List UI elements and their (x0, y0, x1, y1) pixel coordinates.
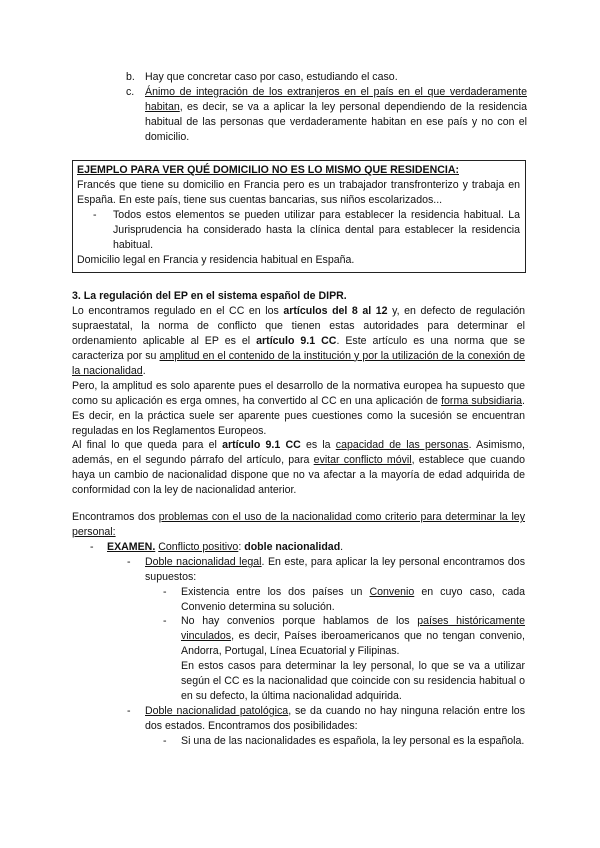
bullet-marker: - (163, 735, 167, 747)
example-paragraph: Francés que tiene su domicilio en Francia pero es un trabajador transfronterizo y trabaja en España. En este país, tiene sus cuentas bancarias, sus niños escolarizados... (77, 179, 520, 206)
text: . Es decir, en la práctica suele ser aparente pues cuestiones como la sucesión se encuentran reguladas en los Reglamentos Europeos. (72, 394, 525, 437)
underlined-text: Convenio (369, 586, 415, 598)
underlined-text: capacidad de las personas (335, 439, 469, 451)
example-bullet (93, 208, 520, 253)
text: Al final lo que queda para el (72, 439, 223, 451)
doble-legal-sub-2 (163, 614, 526, 659)
text: Si una de las nacionalidades es española, la ley personal es la española. (181, 735, 525, 747)
exam-label: EXAMEN. (107, 541, 156, 553)
exam-item (90, 540, 525, 555)
text: Existencia entre los dos países un (181, 586, 370, 598)
underlined-text: países históricamente vinculados (181, 615, 526, 642)
exam-underlined: Conflicto positivo (158, 541, 239, 553)
text: en cuyo caso, cada Convenio determina su solución. (181, 586, 525, 613)
text: y, en defecto de regulación supraestatal, la norma de conflicto que tienen estas autoridades para determinar el ordenamiento aplicable al EP es el (72, 305, 525, 347)
bold-text: artículos del 8 al 12 (283, 305, 388, 317)
bullet-marker: - (93, 209, 97, 221)
doble-legal-sub-1 (163, 585, 525, 615)
text: . Este artículo es una norma que se caracteriza por su (72, 334, 525, 362)
doble-legal-sub-2-extra: En estos casos para determinar la ley personal, lo que se va a utilizar según el CC es la nacionalidad que coincide con su residencia habitual o en su defecto, la última nacionalidad adquirida. (181, 660, 525, 702)
list-marker: c. (126, 86, 135, 98)
underlined-text: forma subsidiaria (441, 394, 523, 407)
underlined-text: amplitud en el contenido de la institución y por la utilización de la conexión de la nacionalidad (72, 349, 526, 377)
doble-legal-item (127, 555, 525, 585)
doble-legal-underlined: Doble nacionalidad legal (145, 556, 262, 568)
doble-patologica-underlined: Doble nacionalidad patológica (145, 705, 289, 717)
bold-text: artículo 9.1 CC (222, 439, 301, 451)
list-item-text: , es decir, se va a aplicar la ley personal dependiendo de la residencia habitual de las personas que verdaderamente habitan en ese país y no con el domicilio. (145, 100, 527, 143)
section-paragraph-3 (72, 438, 525, 498)
text: . Asimismo, además, en el segundo párrafo del artículo, para (72, 439, 525, 466)
underlined-text: evitar conflicto móvil (313, 453, 412, 466)
doble-patologica-text: , se da cuando no hay ninguna relación entre los dos estados. Encontramos dos posibilidades: (145, 705, 525, 732)
doble-patologica-item (127, 704, 525, 734)
doble-patologica-sub-1 (163, 734, 525, 749)
bullet-marker: - (163, 586, 167, 598)
text: Encontramos dos (72, 511, 159, 523)
bullet-marker: - (127, 705, 131, 717)
text: . (340, 541, 344, 553)
section-heading: 3. La regulación del EP en el sistema español de DIPR. (72, 290, 347, 302)
text: Lo encontramos regulado en el CC en los (72, 305, 284, 317)
text: Pero, la amplitud es solo aparente pues el desarrollo de la normativa europea ha supuesto que como su aplicación es erga omnes, ha convertido al CC en una aplicación de (72, 380, 525, 407)
section-paragraph-4 (72, 510, 525, 540)
text: No hay convenios porque hablamos de los (181, 615, 418, 627)
doble-legal-text: . En este, para aplicar la ley personal encontramos dos supuestos: (145, 556, 525, 583)
text: , es decir, Países iberoamericanos que no tengan convenio, Andorra, Portugal, Línea Ecuatorial y Filipinas. (181, 629, 525, 657)
example-conclusion: Domicilio legal en Francia y residencia habitual en España. (77, 254, 355, 266)
underlined-text: problemas con el uso de la nacionalidad como criterio para determinar la ley personal: (72, 511, 525, 538)
bullet-marker: - (163, 615, 167, 627)
text: . (142, 364, 146, 377)
exam-bold: doble nacionalidad (244, 541, 341, 553)
text: , establece que cuando haya un cambio de nacionalidad dispone que no va afectar a la mayoría de edad adquirida de conformidad con la ley de nacionalidad anterior. (72, 453, 525, 496)
section-paragraph-1 (72, 304, 525, 379)
list-marker: b. (126, 71, 135, 83)
bullet-marker: - (127, 556, 131, 568)
list-item-b (126, 70, 525, 85)
bold-text: artículo 9.1 CC (256, 334, 337, 347)
list-item-text: Hay que concretar caso por caso, estudiando el caso. (145, 71, 398, 83)
bullet-text: Todos estos elementos se pueden utilizar para establecer la residencia habitual. La Jurisprudencia ha considerado hasta la clínica dental para establecer la residencia habitual. (113, 209, 520, 251)
bullet-marker: - (90, 541, 94, 553)
text: : (238, 541, 245, 553)
text: es la (300, 439, 336, 451)
example-heading: EJEMPLO PARA VER QUÉ DOMICILIO NO ES LO MISMO QUE RESIDENCIA: (77, 164, 459, 176)
list-item-underlined: Ánimo de integración de los extranjeros en el país en el que verdaderamente habitan (145, 86, 527, 113)
section-paragraph-2 (72, 379, 525, 439)
list-item-c (126, 85, 527, 145)
